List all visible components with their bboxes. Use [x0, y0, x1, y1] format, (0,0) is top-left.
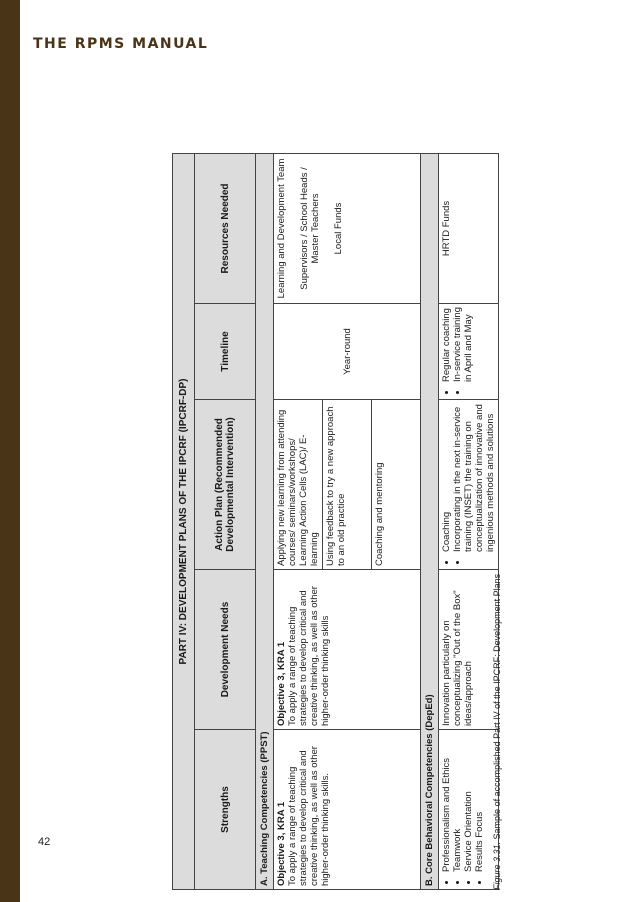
strength-item: • Professionalism and Ethics	[441, 733, 452, 872]
action-item: Applying new learning from attending courses/ seminars/workshops/ Learning Action Cells (LAC)/ E-learning	[274, 400, 323, 569]
section-a-timeline: Year-round	[274, 304, 421, 400]
rotated-figure	[172, 154, 502, 890]
section-b-actions	[439, 400, 499, 570]
strength-item: • Service Orientation	[463, 733, 474, 872]
timeline-item: • Regular coaching	[441, 307, 452, 382]
side-color-bar	[0, 0, 20, 902]
section-a-row	[274, 153, 421, 889]
strength-text: To apply a range of teaching strategies to develop critical and creative thinking, as well as other higher-order thinking skills.	[287, 746, 331, 886]
need-text: To apply a range of teaching strategies to develop critical and creative thinking, as well as other higher-order thinking skills	[287, 586, 331, 726]
col-header-action-plan: Action Plan (Recommended Developmental Intervention)	[195, 400, 256, 570]
figure-caption-text: Sample of accomplished Part IV of the IPCRF: Development Plans	[492, 573, 502, 840]
figure-caption	[492, 154, 502, 890]
strength-objective: Objective 3, KRA 1	[276, 801, 287, 886]
col-header-strengths: Strengths	[195, 730, 256, 890]
strength-item: • Teamwork	[452, 733, 463, 872]
col-header-development-needs: Development Needs	[195, 570, 256, 730]
section-a-resources	[274, 153, 421, 303]
need-objective: Objective 3, KRA 1	[276, 641, 287, 726]
timeline-item: • In-service training in April and May	[452, 307, 474, 382]
section-a-actions	[274, 400, 421, 570]
action-item: Coaching and mentoring	[374, 462, 385, 566]
resource-item: Local Funds	[333, 202, 344, 255]
page-number: 42	[38, 836, 51, 848]
section-b-timeline	[439, 304, 499, 400]
manual-title: THE RPMS MANUAL	[33, 36, 209, 52]
col-header-timeline: Timeline	[195, 304, 256, 400]
section-b-row	[439, 153, 499, 889]
strength-item: • Results Focus	[474, 733, 485, 872]
col-header-resources: Resources Needed	[195, 153, 256, 303]
table-caption: PART IV: DEVELOPMENT PLANS OF THE IPCRF (IPCRF-DP)	[173, 153, 195, 889]
resource-item: Supervisors / School Heads / Master Teachers	[299, 167, 321, 290]
section-b-title: B. Core Behavioral Competencies (DepEd)	[421, 153, 439, 889]
section-a-title: A. Teaching Competencies (PPST)	[256, 153, 274, 889]
section-b-strengths	[439, 730, 499, 890]
action-item: • Incorporating in the next in-service training (INSET) the training on conceptualization of innovative and ingenious methods and solutions	[452, 403, 496, 552]
section-a-need	[274, 570, 421, 730]
action-item: • Coaching	[441, 403, 452, 552]
resource-item: Learning and Development Team	[276, 158, 287, 299]
section-b-resources: HRTD Funds	[439, 153, 499, 303]
section-b-need: Innovation particularly on conceptualizing "Out of the Box" ideas/approach	[439, 570, 499, 730]
figure-label: Figure 3.31.	[492, 841, 502, 890]
section-a-strength	[274, 730, 421, 890]
action-item: Using feedback to try a new approach to an old practice	[323, 400, 372, 569]
development-plan-table	[172, 153, 499, 890]
